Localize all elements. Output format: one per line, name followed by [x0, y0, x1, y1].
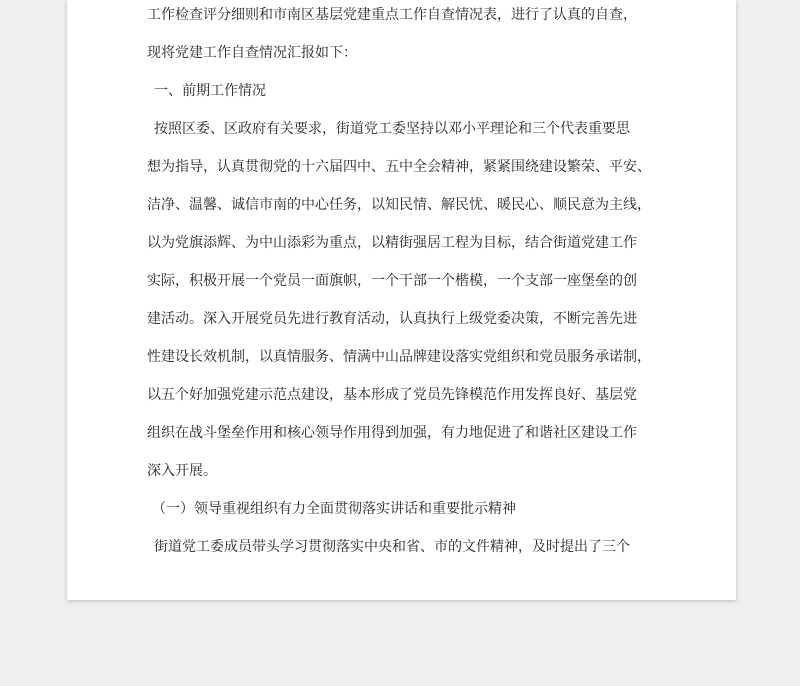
text-line: 性建设长效机制，以真情服务、情满中山品牌建设落实党组织和党员服务承诺制，: [147, 349, 651, 365]
text-line: 街道党工委成员带头学习贯彻落实中央和省、市的文件精神，及时提出了三个: [154, 539, 630, 555]
text-line: 组织在战斗堡垒作用和核心领导作用得到加强，有力地促进了和谐社区建设工作: [147, 425, 637, 441]
text-line: 建活动。深入开展党员先进行教育活动，认真执行上级党委决策，不断完善先进: [147, 311, 637, 327]
text-line: 实际，积极开展一个党员一面旗帜，一个干部一个楷模，一个支部一座堡垒的创: [147, 273, 637, 289]
text-line: 现将党建工作自查情况汇报如下：: [147, 45, 357, 61]
text-line: 深入开展。: [147, 463, 217, 479]
text-line: 工作检查评分细则和市南区基层党建重点工作自查情况表，进行了认真的自查，: [147, 7, 637, 23]
text-line: 以五个好加强党建示范点建设，基本形成了党员先锋模范作用发挥良好、基层党: [147, 387, 637, 403]
document-page: [67, 0, 736, 600]
subsection-heading: （一）领导重视组织有力全面贯彻落实讲话和重要批示精神: [152, 501, 516, 517]
text-line: 洁净、温馨、诚信市南的中心任务，以知民情、解民忧、暖民心、顺民意为主线，: [147, 197, 651, 213]
text-line: 以为党旗添辉、为中山添彩为重点，以精街强居工程为目标，结合街道党建工作: [147, 235, 637, 251]
section-heading: 一、前期工作情况: [154, 83, 266, 99]
text-line: 按照区委、区政府有关要求，街道党工委坚持以邓小平理论和三个代表重要思: [154, 121, 630, 137]
text-line: 想为指导，认真贯彻党的十六届四中、五中全会精神，紧紧围绕建设繁荣、平安、: [147, 159, 651, 175]
